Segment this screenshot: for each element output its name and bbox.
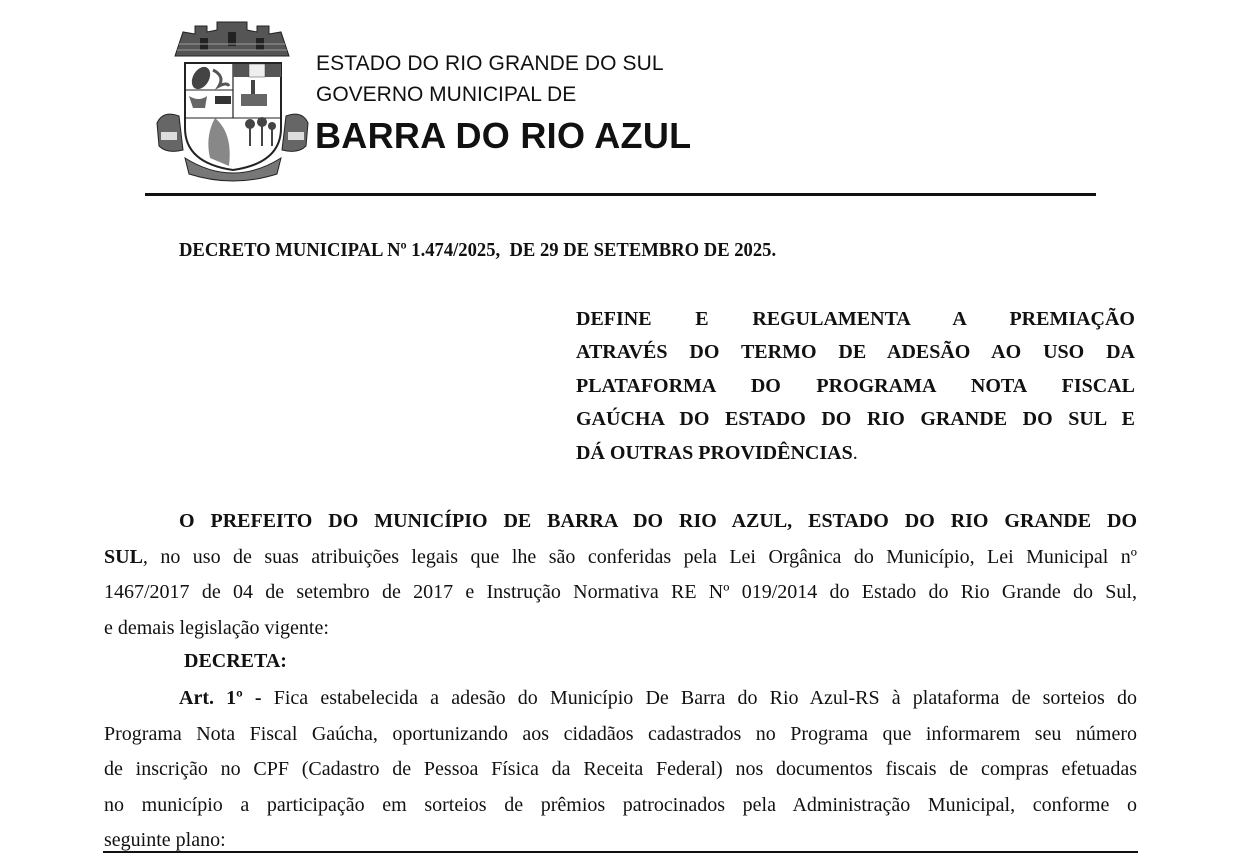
summary-line: GAÚCHA DO ESTADO DO RIO GRANDE DO SUL E [576, 408, 1135, 431]
preamble-text: , no uso de suas atribuições legais que lhe são conferidas pela Lei Orgânica do Município, Lei Municipal nº [142, 545, 1137, 568]
government-line: GOVERNO MUNICIPAL DE [316, 83, 577, 106]
preamble-line [104, 540, 1137, 576]
preamble-line: 1467/2017 de 04 de setembro de 2017 e Instrução Normativa RE Nº 019/2014 do Estado do Rio Grande do Sul, [104, 581, 1137, 603]
state-name: ESTADO DO RIO GRANDE DO SUL [316, 52, 664, 75]
article-label: Art. 1º - [179, 687, 262, 709]
summary-line: ATRAVÉS DO TERMO DE ADESÃO AO USO DA [576, 341, 1135, 364]
preamble-paragraph [104, 504, 1137, 646]
decree-title: DECRETO MUNICIPAL Nº 1.474/2025, DE 29 DE SETEMBRO DE 2025. [179, 239, 777, 261]
summary-period: . [852, 441, 858, 464]
coat-of-arms-icon [155, 18, 310, 183]
preamble-line [104, 504, 1137, 540]
article-line: seguinte plano: [104, 829, 226, 851]
article-line: no município a participação em sorteios de prêmios patrocinados pela Administração Municipal, conforme o [104, 793, 1137, 816]
summary-line: DEFINE E REGULAMENTA A PREMIAÇÃO [576, 308, 1135, 330]
article-line [104, 681, 1137, 717]
header-divider [145, 193, 1096, 196]
article-text: Fica estabelecida a adesão do Município De Barra do Rio Azul-RS à plataforma de sorteios do [261, 687, 1137, 709]
summary-line: PLATAFORMA DO PROGRAMA NOTA FISCAL [576, 374, 1135, 397]
article-line: de inscrição no CPF (Cadastro de Pessoa Física da Receita Federal) nos documentos fiscais de compras efetuadas [104, 758, 1137, 780]
summary-line-last [576, 437, 1135, 470]
municipality-name: BARRA DO RIO AZUL [315, 115, 692, 156]
decreta-heading: DECRETA: [184, 650, 287, 672]
summary-text: DÁ OUTRAS PROVIDÊNCIAS [576, 441, 853, 464]
decree-summary [576, 303, 1135, 470]
preamble-line: e demais legislação vigente: [104, 616, 329, 639]
article-line: Programa Nota Fiscal Gaúcha, oportunizando aos cidadãos cadastrados no Programa que informarem seu número [104, 722, 1137, 745]
article-1 [104, 681, 1137, 859]
preamble-bold-lead: O PREFEITO DO MUNICÍPIO DE BARRA DO RIO AZUL, ESTADO DO RIO GRANDE DO [179, 510, 1137, 532]
preamble-bold-cont: SUL [104, 545, 143, 568]
